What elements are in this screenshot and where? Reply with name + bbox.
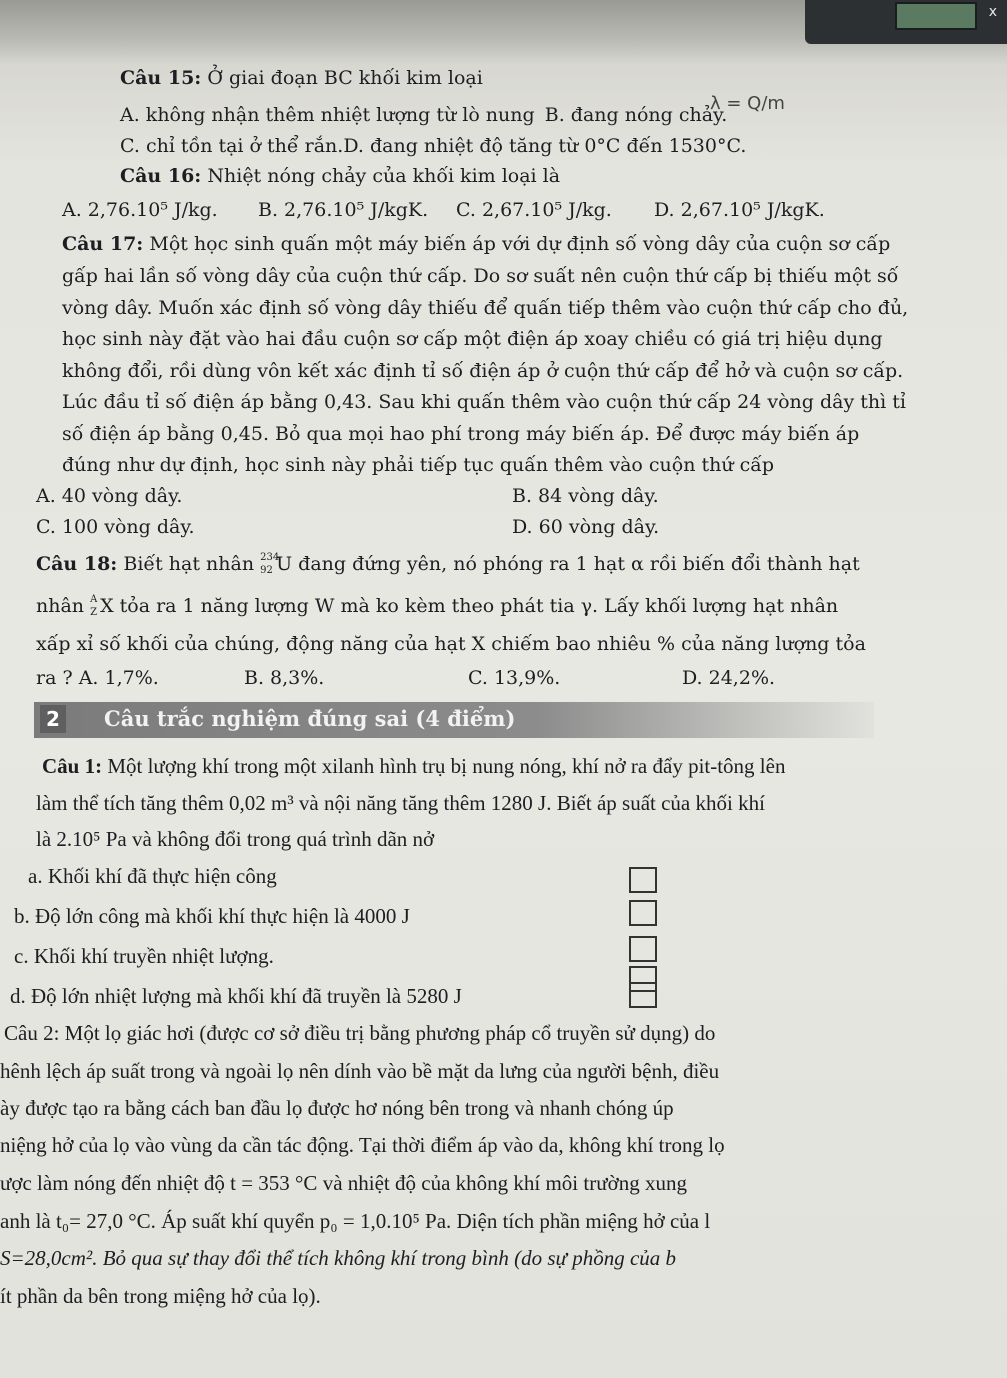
handwritten-note: λ = Q/m <box>710 93 785 114</box>
q16-option-d: D. 2,67.10⁵ J/kgK. <box>654 199 825 221</box>
section-number: 2 <box>40 705 66 733</box>
q16-option-c: C. 2,67.10⁵ J/kg. <box>456 199 612 221</box>
q17-line-1 <box>62 232 890 256</box>
q17-option-c: C. 100 vòng dây. <box>36 516 195 538</box>
p1-title: Câu 1: <box>42 754 103 778</box>
p1-line-1 <box>42 754 785 778</box>
q17-line-6: Lúc đầu tỉ số điện áp bằng 0,43. Sau khi quấn thêm vào cuộn thứ cấp 24 vòng dây thì tỉ <box>62 391 906 413</box>
q15-option-b: B. đang nóng chảy. <box>544 104 728 126</box>
q18-option-d: D. 24,2%. <box>682 667 776 689</box>
q17-title: Câu 17: <box>62 233 144 255</box>
section-2-banner <box>34 702 874 738</box>
p2-line-8: ít phần da bên trong miệng hở của lọ). <box>0 1284 321 1308</box>
q17-line-7: số điện áp bằng 0,45. Bỏ qua mọi hao phí trong máy biến áp. Để được máy biến áp <box>62 423 860 445</box>
p2-line-7: S=28,0cm². Bỏ qua sự thay đổi thể tích không khí trong bình (do sự phồng của b <box>0 1246 677 1270</box>
p1-text-1: Một lượng khí trong một xilanh hình trụ bị nung nóng, khí nở ra đẩy pit-tông lên <box>107 754 786 778</box>
q16-option-a: A. 2,76.10⁵ J/kg. <box>62 199 218 221</box>
q15-option-c: C. chỉ tồn tại ở thể rắn. <box>120 135 344 157</box>
q18-line-3: xấp xỉ số khối của chúng, động năng của hạt X chiếm bao nhiêu % của năng lượng tỏa <box>36 633 866 655</box>
answer-checkbox-c[interactable] <box>629 936 657 962</box>
q15-options-cd <box>120 134 746 158</box>
q18-text-4: ra ? <box>36 667 73 689</box>
p1-statement-a: a. Khối khí đã thực hiện công <box>28 864 277 888</box>
calculator-corner <box>805 0 1007 44</box>
answer-checkbox-a[interactable] <box>629 867 657 893</box>
q18-title: Câu 18: <box>36 553 118 575</box>
q16-option-b: B. 2,76.10⁵ J/kgK. <box>258 199 429 221</box>
section-title: Câu trắc nghiệm đúng sai (4 điểm) <box>104 706 516 731</box>
q18-line-2 <box>36 594 838 618</box>
q15-option-d: D. đang nhiệt độ tăng từ 0°C đến 1530°C. <box>343 135 747 157</box>
q17-option-d: D. 60 vòng dây. <box>512 516 660 538</box>
q16-stem: Nhiệt nóng chảy của khối kim loại là <box>207 165 561 187</box>
p1-line-3: là 2.10⁵ Pa và không đổi trong quá trình dãn nở <box>36 827 435 851</box>
p2-line-6: anh là t₀= 27,0 °C. Áp suất khí quyển p₀ = 1,0.10⁵ Pa. Diện tích phần miệng hở của l <box>0 1209 711 1233</box>
q15-option-a: A. không nhận thêm nhiệt lượng từ lò nung <box>120 104 535 126</box>
q17-option-b: B. 84 vòng dây. <box>512 485 659 507</box>
q18-text-2b: X tỏa ra 1 năng lượng W mà ko kèm theo phát tia γ. Lấy khối lượng hạt nhân <box>100 595 839 617</box>
q16-stem-line <box>120 164 560 188</box>
u-atomic-number: 92 <box>260 565 273 576</box>
p2-line-1: Câu 2: Một lọ giác hơi (được cơ sở điều trị bằng phương pháp cổ truyền sử dụng) do <box>4 1021 716 1045</box>
x-notation <box>90 594 100 618</box>
p1-statement-c: c. Khối khí truyền nhiệt lượng. <box>14 944 274 968</box>
calculator-key-label: x <box>988 4 997 20</box>
p2-line-2: hênh lệch áp suất trong và ngoài lọ nên dính vào bề mặt da lưng của người bệnh, điều <box>0 1059 720 1083</box>
p1-statement-b: b. Độ lớn công mà khối khí thực hiện là 4000 J <box>14 904 410 928</box>
q17-line-8: đúng như dự định, học sinh này phải tiếp tục quấn thêm vào cuộn thứ cấp <box>62 454 775 476</box>
answer-checkbox-b[interactable] <box>629 900 657 926</box>
q15-options-ab <box>120 103 727 127</box>
uranium-notation <box>260 552 280 576</box>
p2-line-5: ược làm nóng đến nhiệt độ t = 353 °C và nhiệt độ của không khí môi trường xung <box>0 1171 687 1195</box>
answer-checkbox-d[interactable] <box>629 982 657 1008</box>
q15-stem-line <box>120 66 483 90</box>
p2-line-4: niệng hở của lọ vào vùng da cần tác động. Tại thời điểm áp vào da, không khí trong lọ <box>0 1133 725 1157</box>
q18-text-1b: U đang đứng yên, nó phóng ra 1 hạt α rồi biến đổi thành hạt <box>276 553 860 575</box>
q17-line-2: gấp hai lần số vòng dây của cuộn thứ cấp. Do sơ suất nên cuộn thứ cấp bị thiếu một số <box>62 265 899 287</box>
q17-line-3: vòng dây. Muốn xác định số vòng dây thiếu để quấn tiếp thêm vào cuộn thứ cấp cho đủ, <box>62 297 909 319</box>
q18-option-b: B. 8,3%. <box>244 667 325 689</box>
q18-option-a: A. 1,7%. <box>78 667 159 689</box>
q15-title: Câu 15: <box>120 67 202 89</box>
p1-statement-d: d. Độ lớn nhiệt lượng mà khối khí đã truyền là 5280 J <box>10 984 462 1008</box>
p2-line-3: ày được tạo ra bằng cách ban đầu lọ được hơ nóng bên trong và nhanh chóng úp <box>0 1096 674 1120</box>
q17-text-1: Một học sinh quấn một máy biến áp với dự định số vòng dây của cuộn sơ cấp <box>149 233 891 255</box>
q17-option-a: A. 40 vòng dây. <box>36 485 183 507</box>
q18-option-c: C. 13,9%. <box>468 667 561 689</box>
u-mass-number: 234 <box>260 552 280 563</box>
x-atomic-number: Z <box>90 607 98 618</box>
calculator-screen <box>895 2 977 30</box>
q16-title: Câu 16: <box>120 165 202 187</box>
q18-text-2a: nhân <box>36 595 85 617</box>
p1-line-2: làm thể tích tăng thêm 0,02 m³ và nội năng tăng thêm 1280 J. Biết áp suất của khối khí <box>36 791 765 815</box>
q17-line-4: học sinh này đặt vào hai đầu cuộn sơ cấp một điện áp xoay chiều có giá trị hiệu dụng <box>62 328 883 350</box>
q17-line-5: không đổi, rồi dùng vôn kết xác định tỉ số điện áp ở cuộn thứ cấp để hở và cuộn sơ cấp. <box>62 360 904 382</box>
q18-text-1a: Biết hạt nhân <box>123 553 255 575</box>
q15-stem: Ở giai đoạn BC khối kim loại <box>207 67 483 89</box>
q18-line-1 <box>36 552 860 576</box>
x-mass-number: A <box>90 594 98 605</box>
q18-line-4 <box>36 666 159 690</box>
